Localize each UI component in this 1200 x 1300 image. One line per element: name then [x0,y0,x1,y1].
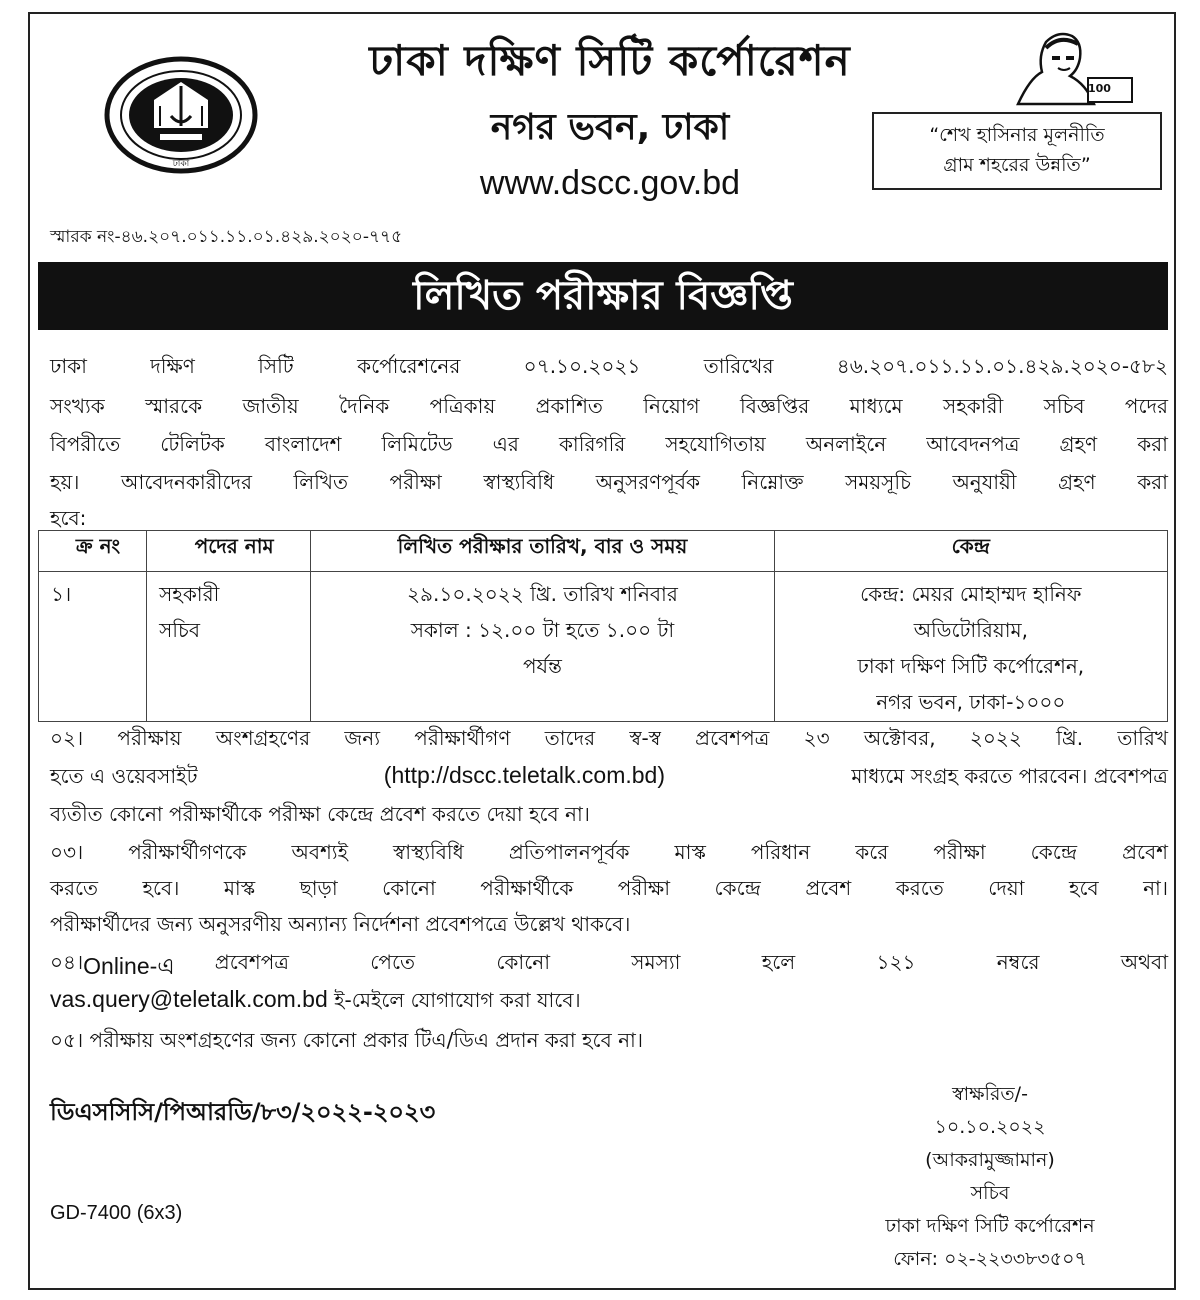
note-3-line-3: পরীক্ষার্থীদের জন্য অনুসরণীয় অন্যান্য নির্দেশনা প্রবেশপত্রে উল্লেখ থাকবে। [50,912,631,936]
note-4-online: Online-এ [83,953,175,979]
note-2-text: মাধ্যমে সংগ্রহ করতে পারবেন। প্রবেশপত্র [851,764,1168,788]
header-serial: ক্র নং [39,531,147,572]
org-title: ঢাকা দক্ষিণ সিটি কর্পোরেশন [369,36,851,85]
motto-line-1: “শেখ হাসিনার মূলনীতি [929,124,1105,146]
mujib-centenary-emblem [1008,28,1142,108]
notice-banner-title: লিখিত পরীক্ষার বিজ্ঞপ্তি [38,262,1168,330]
header-date-time: লিখিত পরীক্ষার তারিখ, বার ও সময় [311,531,774,572]
venue-line: কেন্দ্র: মেয়র মোহাম্মদ হানিফ [860,582,1082,606]
note-4-text: প্রবেশপত্র পেতে কোনো সমস্যা হলে ১২১ নম্বরে অথবা [214,950,1168,974]
seal-caption: ঢাকা [172,159,190,169]
cell-date-time [311,572,774,722]
cell-serial: ১। [39,572,147,722]
org-subtitle: নগর ভবন, ঢাকা [490,107,730,148]
header-post: পদের নাম [147,531,311,572]
centenary-tag: 100 [1088,82,1111,95]
note-4-text: ই-মেইলে যোগাযোগ করা যাবে। [334,988,581,1012]
venue-line: অডিটোরিয়াম, [913,618,1028,642]
note-4-number: ০৪। [50,950,84,974]
post-line: সচিব [159,618,200,642]
cell-venue [774,572,1167,722]
note-4-line-2 [50,986,1168,1019]
post-line: সহকারী [159,582,220,606]
signatory-office: ঢাকা দক্ষিণ সিটি কর্পোরেশন [885,1215,1095,1237]
venue-line: নগর ভবন, ঢাকা-১০০০ [876,690,1066,714]
signed-label: স্বাক্ষরিত/- [952,1083,1028,1105]
note-2-line-2 [50,762,1168,795]
motto-box [872,112,1162,190]
note-3-line-2: করতে হবে। মাস্ক ছাড়া কোনো পরীক্ষার্থীকে পরীক্ষা কেন্দ্রে প্রবেশ করতে দেয়া হবে না। [50,876,1168,900]
note-3-line-1: ০৩। পরীক্ষার্থীগণকে অবশ্যই স্বাস্থ্যবিধি প্রতিপালনপূর্বক মাস্ক পরিধান করে পরীক্ষা কেন্দ্রে প্রবেশ [50,840,1168,864]
note-2-line-1: ০২। পরীক্ষায় অংশগ্রহণের জন্য পরীক্ষার্থীগণ তাদের স্ব-স্ব প্রবেশপত্র ২৩ অক্টোবর, ২০২২ খ্রি. তারিখ [50,726,1168,750]
header-venue: কেন্দ্র [774,531,1167,572]
signatory-name: (আকরামুজ্জামান) [925,1149,1055,1171]
note-4-line-1 [50,948,1168,987]
intro-line-2: সংখ্যক স্মারকে জাতীয় দৈনিক পত্রিকায় প্রকাশিত নিয়োগ বিজ্ঞপ্তির মাধ্যমে সহকারী সচিব পদের [50,394,1168,418]
dscc-seal-logo [104,56,258,174]
pr-reference: ডিএসসিসি/পিআরডি/৮৩/২০২২-২০২৩ [50,1098,436,1126]
exam-schedule-table [38,530,1168,722]
time-line: সকাল : ১২.০০ টা হতে ১.০০ টা [410,618,675,642]
intro-line-3: বিপরীতে টেলিটক বাংলাদেশ লিমিটেড এর কারিগরি সহযোগিতায় অনলাইনে আবেদনপত্র গ্রহণ করা [50,432,1168,456]
intro-line-4: হয়। আবেদনকারীদের লিখিত পরীক্ষা স্বাস্থ্যবিধি অনুসরণপূর্বক নিম্নোক্ত সময়সূচি অনুযায়ী গ্রহণ করা [50,470,1168,494]
note-2-line-3: ব্যতীত কোনো পরীক্ষার্থীকে পরীক্ষা কেন্দ্রে প্রবেশ করতে দেয়া হবে না। [50,802,590,826]
cell-post [147,572,311,722]
signed-date: ১০.১০.২০২২ [934,1116,1046,1138]
teletalk-url-link[interactable]: (http://dscc.teletalk.com.bd) [383,762,666,788]
org-website[interactable]: www.dscc.gov.bd [479,164,741,202]
note-2-text: হতে এ ওয়েবসাইট [50,764,198,788]
date-line: ২৯.১০.২০২২ খ্রি. তারিখ শনিবার [407,582,678,606]
intro-line-5: হবে: [50,506,87,530]
signatory-designation: সচিব [970,1182,1010,1204]
gd-code: GD-7400 (6x3) [50,1202,183,1224]
intro-line-1: ঢাকা দক্ষিণ সিটি কর্পোরেশনের ০৭.১০.২০২১ তারিখের ৪৬.২০৭.০১১.১১.০১.৪২৯.২০২০-৫৮২ [50,354,1168,378]
time-line: পর্যন্ত [522,654,562,678]
venue-line: ঢাকা দক্ষিণ সিটি কর্পোরেশন, [857,654,1085,678]
table-row [39,572,1168,722]
signatory-phone: ফোন: ০২-২২৩৩৮৩৫০৭ [893,1248,1087,1270]
motto-line-2: গ্রাম শহরের উন্নতি” [943,154,1091,176]
memo-number: স্মারক নং-৪৬.২০৭.০১১.১১.০১.৪২৯.২০২০-৭৭৫ [50,227,403,247]
table-header-row [39,531,1168,572]
note-5-line-1: ০৫। পরীক্ষায় অংশগ্রহণের জন্য কোনো প্রকার টিএ/ডিএ প্রদান করা হবে না। [50,1028,643,1052]
signature-block [820,1078,1160,1276]
support-email-link[interactable]: vas.query@teletalk.com.bd [50,986,328,1012]
